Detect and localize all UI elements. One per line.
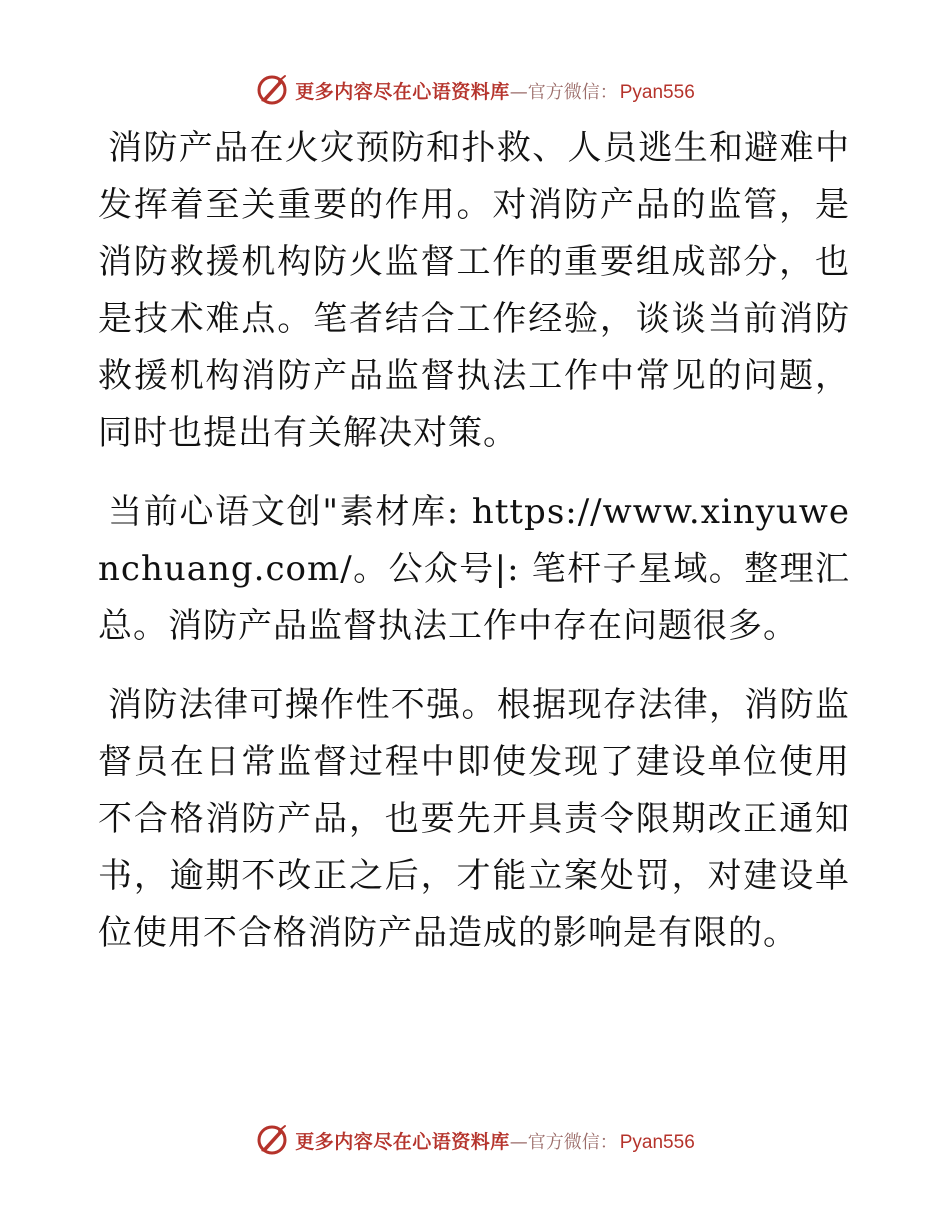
header-banner-wechat-id: Pyan556 (619, 81, 695, 103)
document-body (98, 120, 850, 984)
footer-banner (0, 1120, 950, 1160)
header-banner (0, 70, 950, 110)
header-banner-text (295, 77, 695, 104)
header-banner-official: —官方微信： (509, 81, 618, 103)
footer-banner-wechat-id: Pyan556 (619, 1131, 695, 1153)
quill-pen-circle-icon (255, 1123, 289, 1157)
footer-banner-main: 更多内容尽在心语资料库 (295, 1130, 510, 1153)
footer-banner-official: —官方微信： (509, 1131, 618, 1153)
footer-banner-text (295, 1127, 695, 1154)
paragraph-3: 消防法律可操作性不强。根据现存法律，消防监督员在日常监督过程中即使发现了建设单位使用不合格消防产品，也要先开具责令限期改正通知书，逾期不改正之后，才能立案处罚，对建设单位使用不合格消防产品造成的影响是有限的。 (98, 685, 850, 953)
paragraph-1: 消防产品在火灾预防和扑救、人员逃生和避难中发挥着至关重要的作用。对消防产品的监管，是消防救援机构防火监督工作的重要组成部分，也是技术难点。笔者结合工作经验，谈谈当前消防救援机构消防产品监督执法工作中常见的问题，同时也提出有关解决对策。 (98, 128, 850, 453)
quill-pen-circle-icon (255, 73, 289, 107)
header-banner-main: 更多内容尽在心语资料库 (295, 80, 510, 103)
paragraph-2: 当前心语文创"素材库: https://www.xinyuwenchuang.com/。公众号|: 笔杆子星域。整理汇总。消防产品监督执法工作中存在问题很多。 (98, 492, 850, 646)
